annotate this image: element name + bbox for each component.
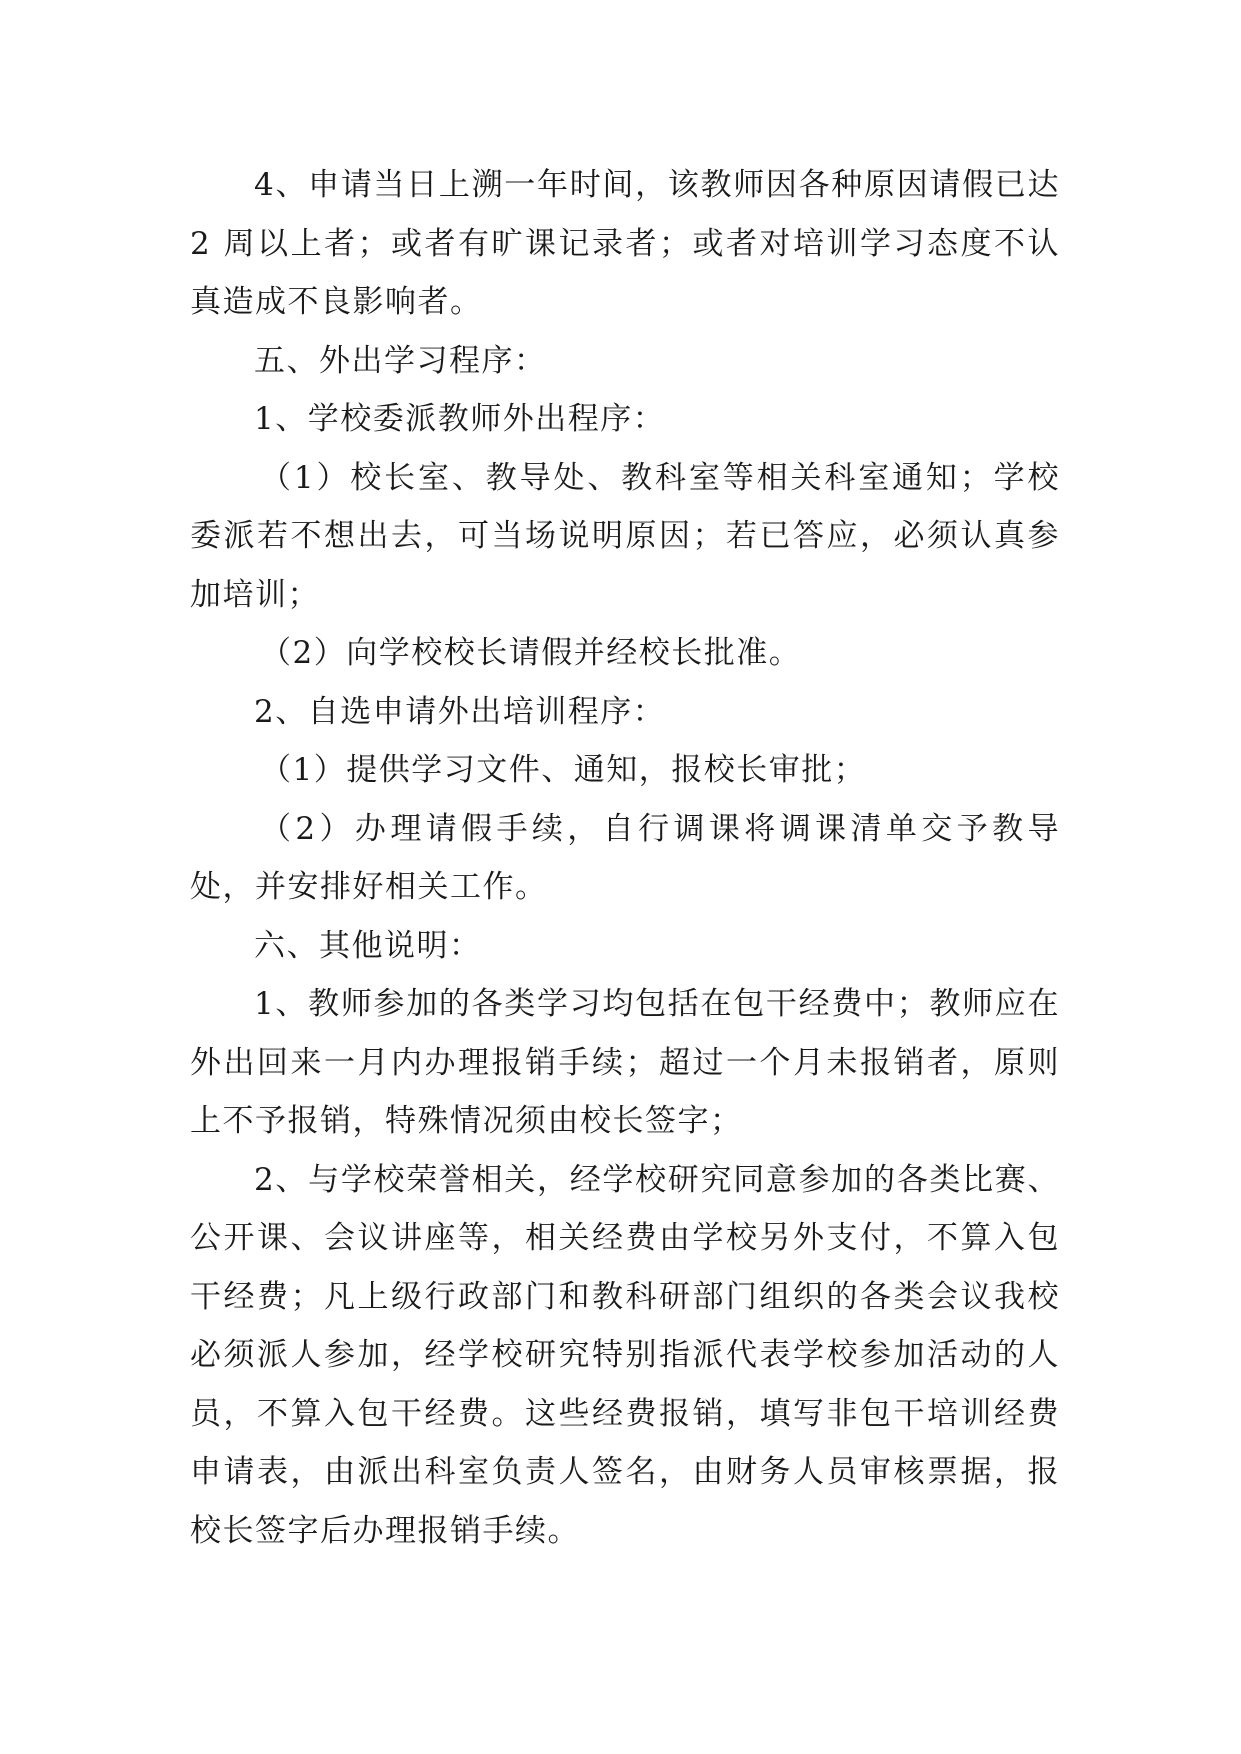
section-heading-other-notes: 六、其他说明： <box>254 927 482 964</box>
paragraph-note-2-special-funding: 2、与学校荣誉相关，经学校研究同意参加的各类比赛、公开课、会议讲座等，相关经费由学校另外支付，不算入包干经费；凡上级行政部门和教科研部门组织的各类会议我校必须派人参加，经学校研究特别指派代表学校参加活动的人员，不算入包干经费。这些经费报销，填写非包干培训经费申请表，由派出科室负责人签名，由财务人员审核票据，报校长签字后办理报销手续。 <box>190 1161 1060 1549</box>
paragraph-sub-1-notification: （1）校长室、教导处、教科室等相关科室通知；学校委派若不想出去，可当场说明原因；若已答应，必须认真参加培训； <box>190 459 1060 613</box>
paragraph-item-4-absence: 4、申请当日上溯一年时间，该教师因各种原因请假已达 2 周以上者；或者有旷课记录者；或者对培训学习态度不认真造成不良影响者。 <box>190 167 1060 320</box>
document-body <box>190 156 1060 1560</box>
section-heading-study-procedure: 五、外出学习程序： <box>254 342 547 379</box>
paragraph-note-1-reimbursement: 1、教师参加的各类学习均包括在包干经费中；教师应在外出回来一月内办理报销手续；超过一个月未报销者，原则上不予报销，特殊情况须由校长签字； <box>190 986 1060 1139</box>
paragraph-self-selected-procedure: 2、自选申请外出培训程序： <box>254 693 666 730</box>
paragraph-sub-2-leave-procedure: （2）办理请假手续，自行调课将调课清单交予教导处，并安排好相关工作。 <box>190 810 1060 905</box>
paragraph-sub-1-documents: （1）提供学习文件、通知，报校长审批； <box>260 752 867 788</box>
paragraph-school-assigned-procedure: 1、学校委派教师外出程序： <box>254 401 666 437</box>
paragraph-sub-2-leave-approval: （2）向学校校长请假并经校长批准。 <box>260 635 802 671</box>
